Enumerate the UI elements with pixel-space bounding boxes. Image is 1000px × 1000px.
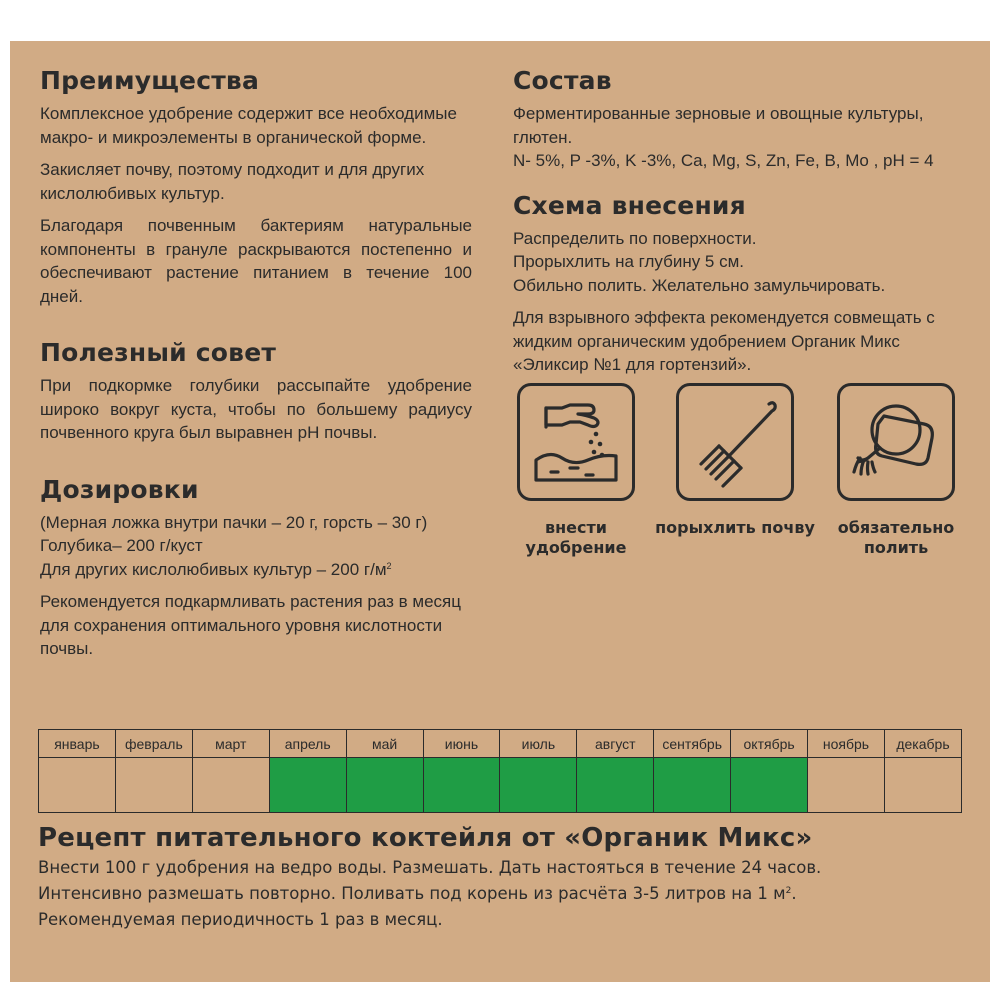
calendar-cell-8 xyxy=(654,758,731,813)
calendar-cell-6 xyxy=(500,758,577,813)
calendar-month-10: ноябрь xyxy=(808,730,885,758)
step-water xyxy=(816,383,976,558)
recipe-line-2 xyxy=(38,881,968,907)
calendar-cell-1 xyxy=(115,758,192,813)
scheme-line-3: Обильно полить. Желательно замульчировать. xyxy=(513,275,886,295)
calendar-cell-11 xyxy=(884,758,961,813)
advantages-title: Преимущества xyxy=(40,66,260,95)
dosage-title: Дозировки xyxy=(40,474,199,504)
recipe-line-2-end: . xyxy=(791,884,797,903)
tip-section xyxy=(40,338,472,445)
dosage-line-3-text: Для других кислолюбивых культур – 200 г/м xyxy=(40,559,387,579)
recipe-line-2-superscript: 2 xyxy=(785,886,792,896)
step-fertilize xyxy=(496,383,656,558)
calendar-cell-10 xyxy=(808,758,885,813)
application-steps xyxy=(515,383,961,573)
calendar-month-2: март xyxy=(192,730,269,758)
hand-sprinkling-fertilizer-icon xyxy=(517,383,635,501)
recipe-line-1: Внести 100 г удобрения на ведро воды. Размешать. Дать настояться в течение 24 часов. xyxy=(38,858,822,877)
calendar-cell-2 xyxy=(192,758,269,813)
calendar-month-1: февраль xyxy=(115,730,192,758)
scheme-tip: Для взрывного эффекта рекомендуется совмещать с жидким органическим удобрением Органик Микс «Эликсир №1 для гортензий». xyxy=(513,308,935,374)
watering-can-icon xyxy=(837,383,955,501)
dosage-note: Рекомендуется подкармливать растения раз в месяц для сохранения оптимального уровня кислотности почвы. xyxy=(40,592,461,658)
calendar-month-5: июнь xyxy=(423,730,500,758)
step-loosen-label: порыхлить почву xyxy=(655,518,815,537)
dosage-line-1: (Мерная ложка внутри пачки – 20 г, горсть – 30 г) xyxy=(40,512,428,532)
calendar-month-4: май xyxy=(346,730,423,758)
calendar-month-3: апрель xyxy=(269,730,346,758)
calendar-month-11: декабрь xyxy=(884,730,961,758)
recipe-title: Рецепт питательного коктейля от «Органик Микс» xyxy=(38,823,813,853)
scheme-title: Схема внесения xyxy=(513,190,746,220)
advantages-section xyxy=(40,66,472,308)
feeding-calendar xyxy=(38,729,962,813)
composition-line-1: Ферментированные зерновые и овощные культуры, глютен. xyxy=(513,104,924,147)
recipe-section xyxy=(38,821,968,933)
calendar-cell-4 xyxy=(346,758,423,813)
step-water-label: обязательно полить xyxy=(837,518,955,557)
step-loosen xyxy=(655,383,815,538)
calendar-month-6: июль xyxy=(500,730,577,758)
calendar-cell-7 xyxy=(577,758,654,813)
calendar-activity-row xyxy=(39,758,962,813)
recipe-line-2-text: Интенсивно размешать повторно. Поливать под корень из расчёта 3-5 литров на 1 м xyxy=(38,884,786,903)
calendar-months-row xyxy=(39,730,962,758)
calendar-month-9: октябрь xyxy=(731,730,808,758)
dosage-section xyxy=(40,475,472,661)
calendar-month-7: август xyxy=(577,730,654,758)
advantages-paragraph-2: Закисляет почву, поэтому подходит и для других кислолюбивых культур. xyxy=(40,160,425,203)
calendar-cell-5 xyxy=(423,758,500,813)
rake-icon xyxy=(676,383,794,501)
scheme-section xyxy=(513,191,953,377)
scheme-line-1: Распределить по поверхности. xyxy=(513,228,757,248)
dosage-line-2: Голубика– 200 г/куст xyxy=(40,536,203,555)
calendar-cell-9 xyxy=(731,758,808,813)
calendar-cell-0 xyxy=(39,758,116,813)
right-column xyxy=(513,66,953,377)
calendar-cell-3 xyxy=(269,758,346,813)
step-fertilize-label: внести удобрение xyxy=(525,518,627,557)
composition-section xyxy=(513,66,953,173)
recipe-line-3: Рекомендуемая периодичность 1 раз в месяц. xyxy=(38,910,443,929)
left-column xyxy=(40,66,472,661)
advantages-paragraph-3: Благодаря почвенным бактериям натуральные компоненты в грануле раскрываются постепенно и обеспечивают растение питанием в течение 100 дней. xyxy=(40,216,472,306)
tip-text: При подкормке голубики рассыпайте удобрение широко вокруг куста, чтобы по большему радиусу почвенного круга был выравнен pH почвы. xyxy=(40,376,472,442)
calendar-month-8: сентябрь xyxy=(654,730,731,758)
calendar-month-0: январь xyxy=(39,730,116,758)
scheme-line-2: Прорыхлить на глубину 5 см. xyxy=(513,252,745,271)
dosage-line-3 xyxy=(40,558,472,582)
composition-title: Состав xyxy=(513,66,612,95)
composition-line-2: N- 5%, P -3%, K -3%, Ca, Mg, S, Zn, Fe, B, Mo , pH = 4 xyxy=(513,151,934,170)
advantages-paragraph-1: Комплексное удобрение содержит все необходимые макро- и микроэлементы в органической форме. xyxy=(40,104,457,147)
dosage-line-3-superscript: 2 xyxy=(386,560,392,571)
tip-title: Полезный совет xyxy=(40,338,277,367)
